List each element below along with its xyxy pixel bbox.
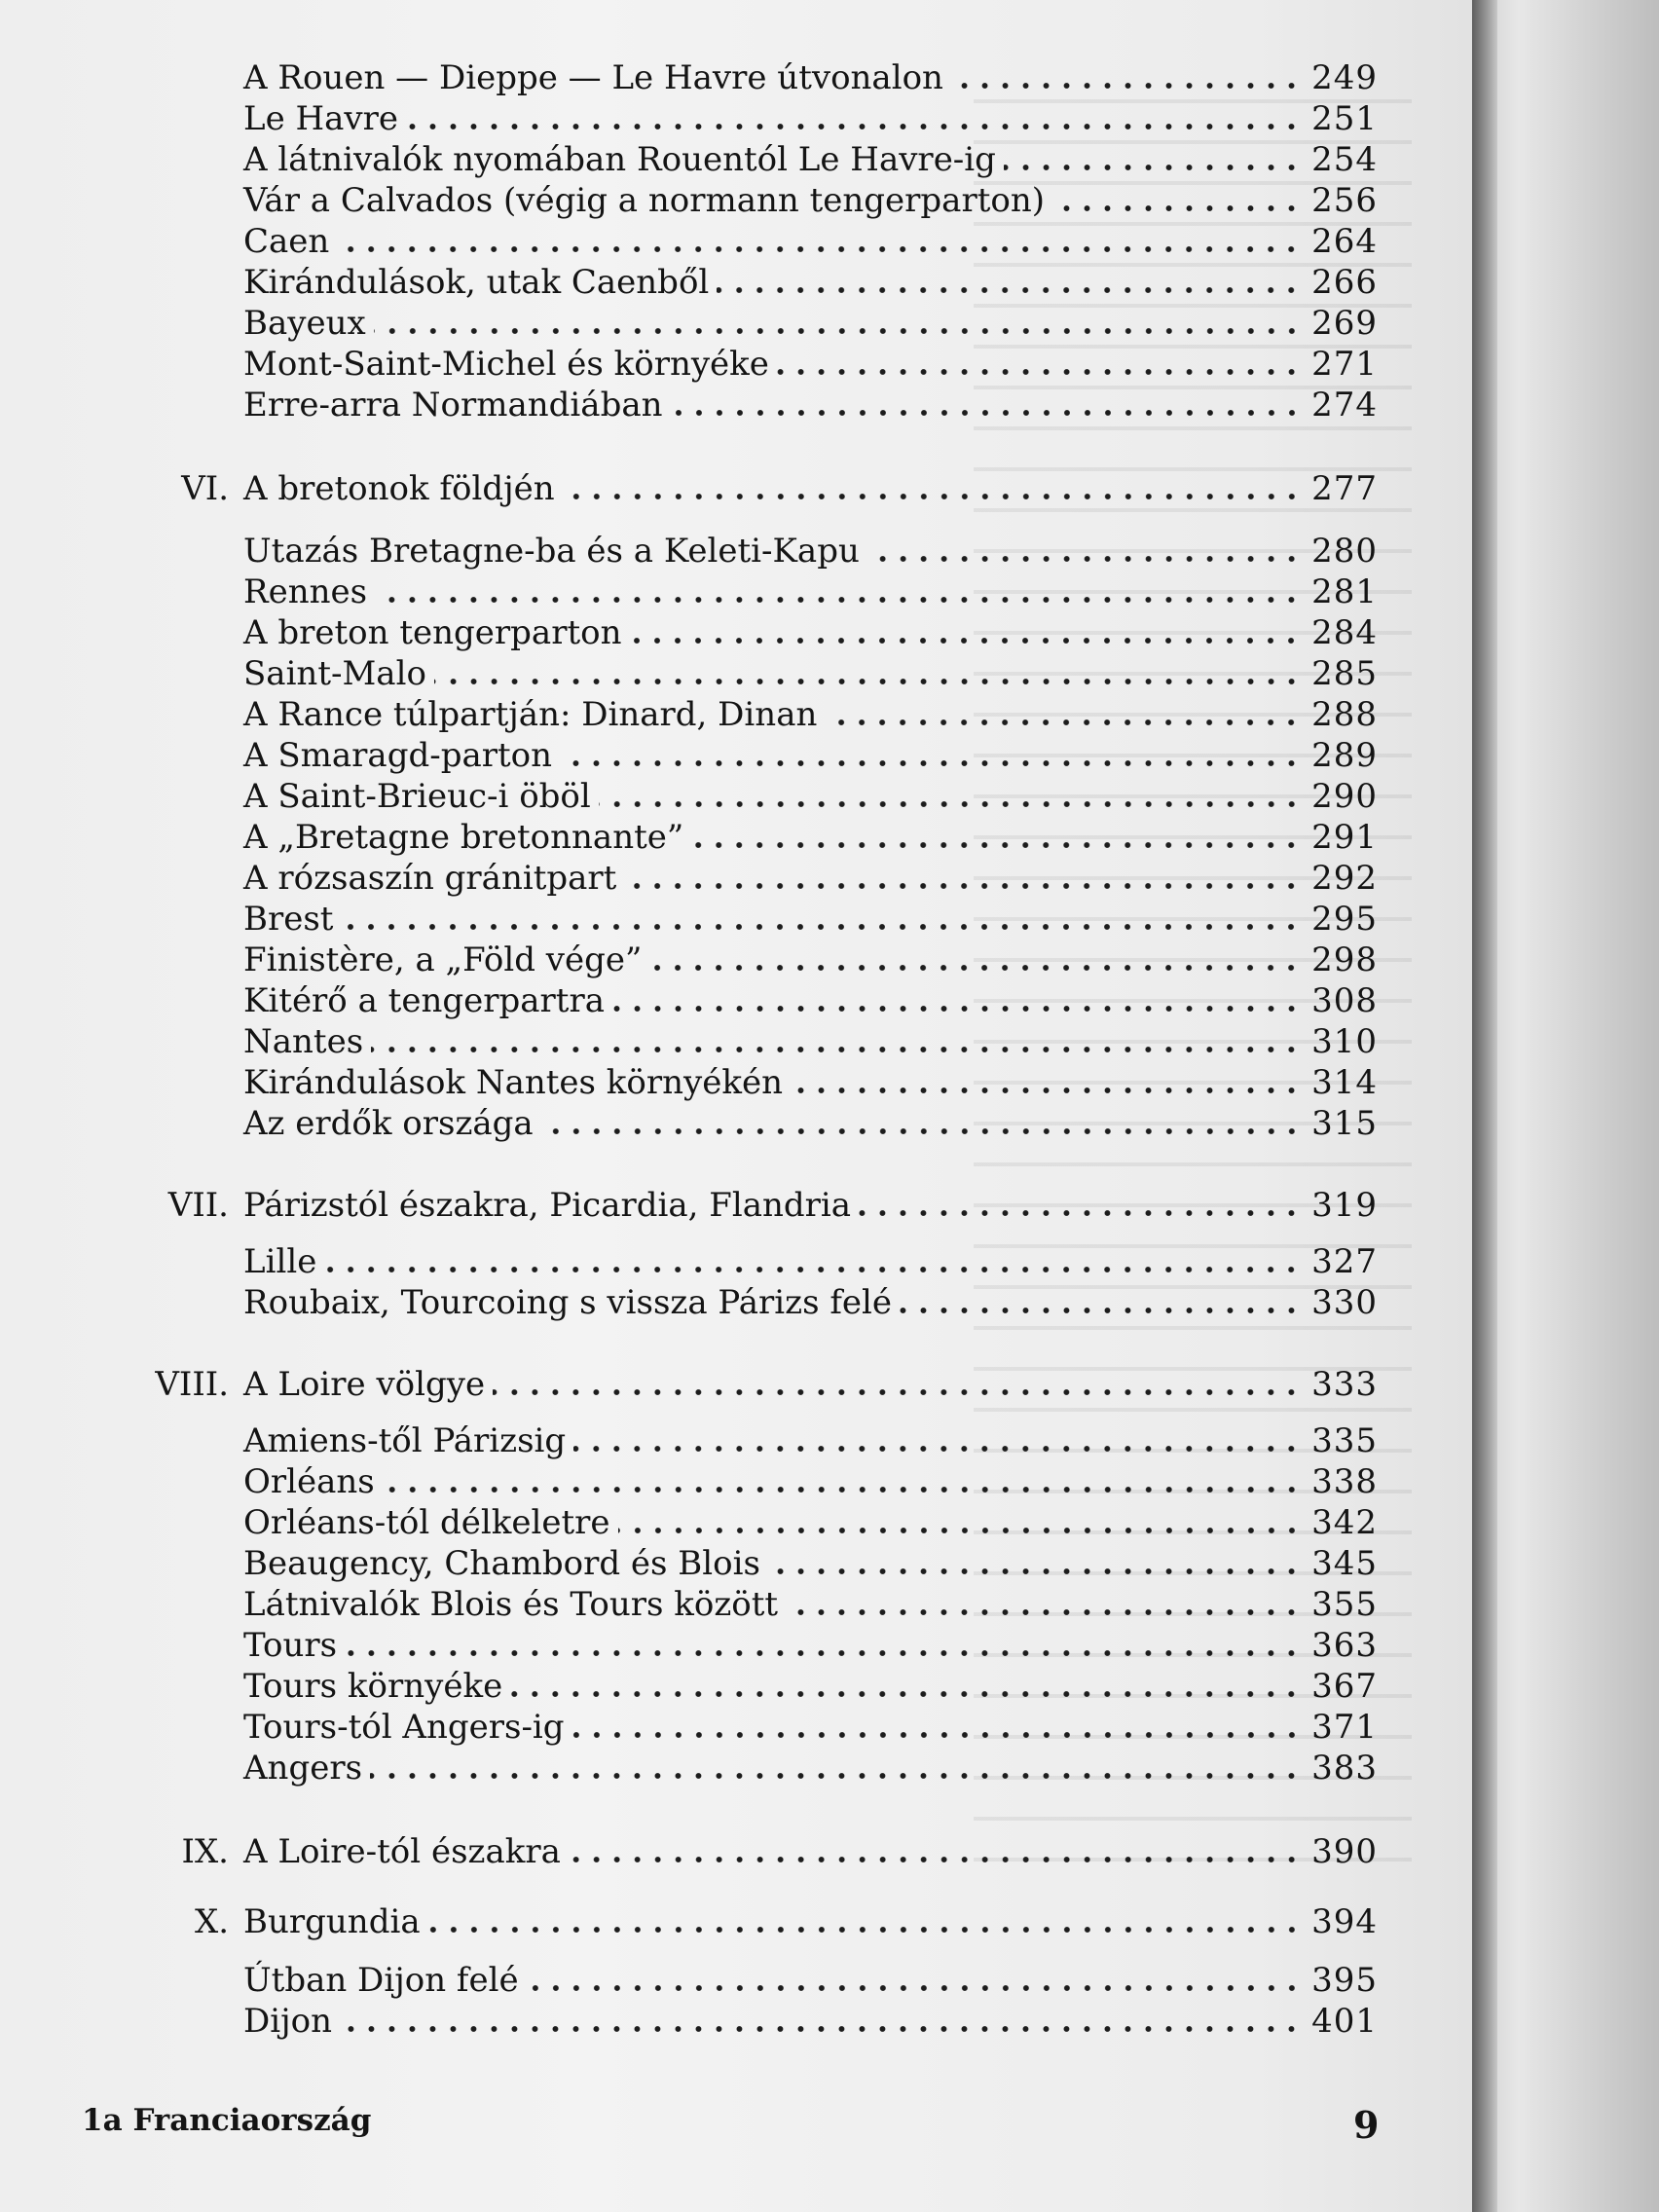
dot-leader [786, 1606, 1302, 1618]
dot-leader [1004, 162, 1302, 173]
dot-leader [374, 325, 1302, 337]
toc-page-number: 298 [1311, 940, 1378, 979]
toc-page-number: 289 [1311, 736, 1378, 775]
dot-leader [493, 1386, 1302, 1398]
toc-page-number: 390 [1311, 1832, 1378, 1871]
dot-leader [434, 676, 1302, 687]
toc-page-number: 281 [1311, 572, 1378, 611]
dot-leader [859, 1207, 1302, 1219]
dot-leader [340, 2023, 1302, 2035]
toc-entry [243, 810, 1378, 857]
toc-title: Beaugency, Chambord és Blois [243, 1544, 760, 1583]
toc-title: Brest [243, 900, 334, 939]
toc-page-number: 371 [1311, 1708, 1378, 1747]
book-edge [1472, 0, 1659, 2212]
toc-chapter [107, 461, 1378, 508]
toc-entry [243, 565, 1378, 611]
toc-title: Nantes [243, 1022, 364, 1061]
dot-leader [406, 121, 1302, 132]
dot-leader [573, 1443, 1302, 1455]
toc-entry [243, 728, 1378, 775]
toc-entry [243, 974, 1378, 1020]
toc-title: Saint-Malo [243, 654, 426, 693]
toc-title: A bretonok földjén [243, 469, 555, 508]
toc-title: A breton tengerparton [243, 613, 622, 652]
toc-page-number: 395 [1311, 1961, 1378, 2000]
toc-entry [243, 378, 1378, 424]
toc-page-number: 314 [1311, 1063, 1378, 1102]
toc-title: Roubaix, Tourcoing s vissza Párizs felé [243, 1283, 893, 1322]
toc-title: Párizstól északra, Picardia, Flandria [243, 1186, 852, 1225]
toc-title: Le Havre [243, 99, 399, 138]
toc-entry [243, 1618, 1378, 1665]
toc-chapter [107, 1357, 1378, 1404]
toc-page-number: 355 [1311, 1585, 1378, 1624]
toc-page-number: 291 [1311, 818, 1378, 857]
toc-page-number: 277 [1311, 469, 1378, 508]
dot-leader [572, 1729, 1302, 1741]
toc-entry [243, 173, 1378, 220]
dot-leader [825, 717, 1302, 728]
dot-leader [791, 1085, 1302, 1096]
toc-page-number: 290 [1311, 777, 1378, 816]
toc-entry [243, 1096, 1378, 1143]
toc-title: A „Bretagne bretonnante” [243, 818, 684, 857]
toc-title: A Rance túlpartján: Dinard, Dinan [243, 695, 818, 734]
toc-title: Lille [243, 1242, 317, 1281]
toc-page-number: 345 [1311, 1544, 1378, 1583]
toc-title: Erre-arra Normandiában [243, 386, 663, 424]
toc-entry [243, 1055, 1378, 1102]
toc-title: Kirándulások Nantes környékén [243, 1063, 783, 1102]
toc-entry [243, 933, 1378, 979]
dot-leader [371, 1044, 1302, 1055]
toc-page-number: 254 [1311, 140, 1378, 179]
toc-title: Dijon [243, 2002, 333, 2041]
toc-page-number: 266 [1311, 263, 1378, 302]
toc-title: Bayeux [243, 304, 366, 343]
dot-leader [370, 1770, 1302, 1782]
dot-leader [777, 366, 1302, 378]
dot-leader [612, 1003, 1302, 1014]
toc-page-number: 401 [1311, 2002, 1378, 2041]
toc-title: Burgundia [243, 1902, 421, 1941]
chapter-number: VI. [181, 469, 229, 508]
toc-title: Tours környéke [243, 1667, 503, 1706]
dot-leader [649, 962, 1302, 974]
toc-title: A látnivalók nyomában Rouentól Le Havre-ig [243, 140, 996, 179]
dot-leader [671, 407, 1302, 419]
toc-title: Vár a Calvados (végig a normann tengerparton) [243, 181, 1045, 220]
toc-entry [243, 1495, 1378, 1542]
toc-page-number: 274 [1311, 386, 1378, 424]
dot-leader [900, 1305, 1302, 1316]
toc-entry [243, 92, 1378, 138]
toc-title: Orléans-tól délkeletre [243, 1503, 610, 1542]
toc-entry [243, 1235, 1378, 1281]
toc-page-number: 330 [1311, 1283, 1378, 1322]
toc-page-number: 256 [1311, 181, 1378, 220]
toc-page-number: 271 [1311, 345, 1378, 384]
toc-entry [243, 1577, 1378, 1624]
toc-page-number: 327 [1311, 1242, 1378, 1281]
dot-leader [768, 1566, 1302, 1577]
page-number: 9 [1353, 2103, 1380, 2147]
dot-leader [510, 1688, 1302, 1700]
toc-entry [243, 769, 1378, 816]
toc-entry [243, 1014, 1378, 1061]
dot-leader [560, 757, 1302, 769]
toc-page-number: 249 [1311, 58, 1378, 97]
dot-leader [375, 594, 1302, 606]
toc-title: Kirándulások, utak Caenből [243, 263, 710, 302]
toc-title: Utazás Bretagne-ba és a Keleti-Kapu [243, 532, 860, 571]
toc-entry [243, 132, 1378, 179]
dot-leader [867, 553, 1302, 565]
toc-entry [243, 892, 1378, 939]
toc-entry [243, 1659, 1378, 1706]
toc-title: Tours [243, 1626, 338, 1665]
toc-page-number: 251 [1311, 99, 1378, 138]
toc-title: Amiens-től Párizsig [243, 1421, 567, 1460]
toc-entry [243, 1275, 1378, 1322]
toc-page-number: 342 [1311, 1503, 1378, 1542]
toc-page-number: 308 [1311, 981, 1378, 1020]
toc-page-number: 269 [1311, 304, 1378, 343]
toc-title: A Loire-tól északra [243, 1832, 561, 1871]
dot-leader [563, 491, 1302, 502]
toc-chapter [107, 1825, 1378, 1871]
dot-leader [527, 1982, 1302, 1994]
toc-entry [243, 646, 1378, 693]
toc-page-number: 367 [1311, 1667, 1378, 1706]
toc-entry [243, 51, 1378, 97]
toc-page-number: 288 [1311, 695, 1378, 734]
dot-leader [428, 1924, 1302, 1936]
toc-entry [243, 1536, 1378, 1583]
chapter-number: VIII. [155, 1365, 229, 1404]
toc-page-number: 338 [1311, 1462, 1378, 1501]
printer-signature: 1a Franciaország [82, 2103, 372, 2138]
toc-page-number: 280 [1311, 532, 1378, 571]
toc-title: Orléans [243, 1462, 375, 1501]
toc-page-number: 264 [1311, 222, 1378, 261]
dot-leader [569, 1854, 1302, 1865]
dot-leader [629, 635, 1302, 646]
toc-page-number: 284 [1311, 613, 1378, 652]
dot-leader [624, 880, 1302, 892]
toc-page-number: 292 [1311, 859, 1378, 898]
toc-entry [243, 1953, 1378, 2000]
toc-page-number: 285 [1311, 654, 1378, 693]
toc-page-number: 319 [1311, 1186, 1378, 1225]
toc-chapter [107, 1178, 1378, 1225]
dot-leader [618, 1525, 1302, 1536]
chapter-number: VII. [167, 1186, 229, 1225]
toc-title: Kitérő a tengerpartra [243, 981, 605, 1020]
dot-leader [337, 243, 1302, 255]
dot-leader [691, 839, 1302, 851]
book-binding [1472, 0, 1497, 2212]
dot-leader [717, 284, 1302, 296]
toc-entry [243, 296, 1378, 343]
toc-page-number: 315 [1311, 1104, 1378, 1143]
toc-title: Tours-tól Angers-ig [243, 1708, 565, 1747]
toc-title: A Loire völgye [243, 1365, 486, 1404]
toc-title: Útban Dijon felé [243, 1961, 519, 2000]
toc-entry [243, 687, 1378, 734]
chapter-number: IX. [181, 1832, 229, 1871]
toc-entry [243, 1700, 1378, 1747]
toc-page-number: 335 [1311, 1421, 1378, 1460]
toc-entry [243, 851, 1378, 898]
toc-entry [243, 1414, 1378, 1460]
toc-entry [243, 214, 1378, 261]
dot-leader [383, 1484, 1302, 1495]
toc-title: A Rouen — Dieppe — Le Havre útvonalon [243, 58, 943, 97]
toc-page-number: 363 [1311, 1626, 1378, 1665]
toc-title: Mont-Saint-Michel és környéke [243, 345, 769, 384]
toc-title: Rennes [243, 572, 368, 611]
toc-page-number: 394 [1311, 1902, 1378, 1941]
toc-page-number: 333 [1311, 1365, 1378, 1404]
toc-title: Finistère, a „Föld vége” [243, 940, 643, 979]
toc-entry [243, 1741, 1378, 1788]
toc-title: Látnivalók Blois és Tours között [243, 1585, 779, 1624]
toc-page-number: 310 [1311, 1022, 1378, 1061]
toc-title: Angers [243, 1749, 363, 1788]
toc-page-number: 295 [1311, 900, 1378, 939]
dot-leader [951, 80, 1302, 92]
toc-title: Az erdők országa [243, 1104, 534, 1143]
toc-title: A rózsaszín gránitpart [243, 859, 617, 898]
toc-entry [243, 606, 1378, 652]
dot-leader [345, 1647, 1302, 1659]
toc-chapter [107, 1895, 1378, 1941]
toc-entry [243, 524, 1378, 571]
dot-leader [1052, 203, 1302, 214]
toc-title: Caen [243, 222, 330, 261]
chapter-number: X. [194, 1902, 229, 1941]
dot-leader [324, 1264, 1302, 1275]
dot-leader [541, 1125, 1302, 1137]
dot-leader [341, 921, 1302, 933]
toc-title: A Smaragd-parton [243, 736, 553, 775]
toc-entry [243, 337, 1378, 384]
toc-entry [243, 1994, 1378, 2041]
toc-entry [243, 1455, 1378, 1501]
toc-entry [243, 255, 1378, 302]
toc-title: A Saint-Brieuc-i öböl [243, 777, 591, 816]
toc-page-number: 383 [1311, 1749, 1378, 1788]
dot-leader [599, 798, 1302, 810]
